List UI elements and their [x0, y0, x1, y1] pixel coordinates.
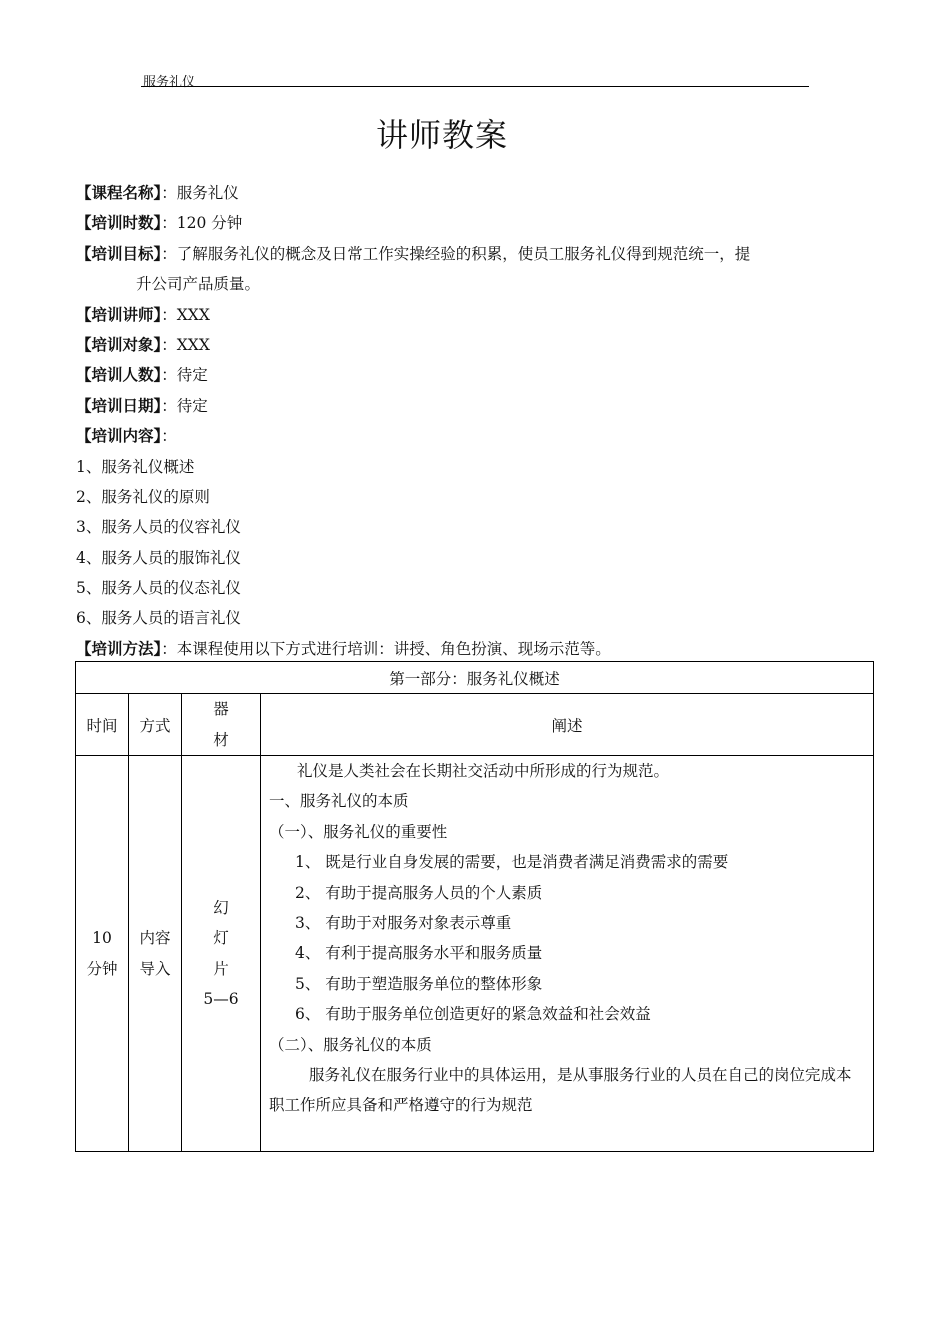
headcount-label: 【培训人数】 — [76, 365, 162, 385]
desc-item: 1、 既是行业自身发展的需要，也是消费者满足消费需求的需要 — [295, 853, 729, 872]
content-item: 1、服务礼仪概述 — [76, 457, 195, 476]
time-unit: 分钟 — [86, 959, 118, 978]
cell-time — [76, 756, 129, 1152]
desc-paragraph — [269, 1060, 863, 1121]
content-label: 【培训内容】 — [76, 426, 162, 446]
course-info — [76, 178, 876, 664]
desc-paragraph-text: 服务礼仪在服务行业中的具体运用，是从事服务行业的人员在自己的岗位完成本职工作所应具备和严格遵守的行为规范 — [269, 1066, 852, 1115]
desc-heading-3: （二）、服务礼仪的本质 — [269, 1035, 432, 1054]
trainer-value: ：XXX — [161, 305, 210, 324]
desc-intro: 礼仪是人类社会在长期社交活动中所形成的行为规范。 — [297, 762, 670, 780]
course-name-line — [76, 178, 876, 208]
headcount-value: ：待定 — [161, 366, 208, 385]
method-line — [76, 634, 876, 664]
headcount-line — [76, 360, 876, 390]
desc-heading-1: 一、服务礼仪的本质 — [269, 792, 409, 811]
duration-line — [76, 208, 876, 238]
goal-line-cont: 升公司产品质量。 — [136, 275, 261, 294]
method-value: ：本课程使用以下方式进行培训：讲授、角色扮演、现场示范等。 — [161, 639, 611, 658]
time-value: 10 — [92, 929, 112, 948]
duration-value: ：120 分钟 — [161, 214, 243, 233]
trainer-line — [76, 300, 876, 330]
running-header: 服务礼仪 — [143, 75, 196, 90]
lesson-plan-table — [75, 661, 874, 1152]
cell-equipment — [182, 756, 261, 1152]
date-line — [76, 391, 876, 421]
equipment-line-4: 5—6 — [203, 989, 239, 1008]
table-row — [76, 756, 874, 1152]
header-description: 阐述 — [261, 694, 874, 756]
course-name-value: ：服务礼仪 — [161, 184, 239, 202]
mode-line-1: 内容 — [139, 929, 171, 948]
section-row — [76, 662, 874, 694]
document-title: 讲师教案 — [375, 116, 508, 154]
equipment-line-1: 幻 — [213, 898, 229, 917]
duration-label: 【培训时数】 — [76, 213, 162, 233]
header-equipment — [182, 694, 261, 756]
date-value: ：待定 — [161, 396, 208, 415]
header-time: 时间 — [76, 694, 129, 756]
section-title: 第一部分：服务礼仪概述 — [76, 662, 874, 694]
audience-value: ：XXX — [161, 335, 210, 354]
content-item: 3、服务人员的仪容礼仪 — [76, 518, 241, 537]
audience-label: 【培训对象】 — [76, 334, 162, 354]
equipment-line-3: 片 — [213, 959, 229, 978]
content-item: 4、服务人员的服饰礼仪 — [76, 548, 241, 567]
content-line — [76, 421, 876, 451]
course-name-label: 【课程名称】 — [76, 183, 162, 202]
equipment-line-2: 灯 — [213, 929, 229, 948]
desc-item: 5、 有助于塑造服务单位的整体形象 — [295, 974, 543, 993]
desc-heading-2: （一）、服务礼仪的重要性 — [269, 822, 448, 841]
cell-description — [261, 756, 874, 1152]
method-label: 【培训方法】 — [76, 638, 162, 658]
header-mode: 方式 — [129, 694, 182, 756]
cell-mode — [129, 756, 182, 1152]
date-label: 【培训日期】 — [76, 395, 162, 415]
audience-line — [76, 330, 876, 360]
goal-label: 【培训目标】 — [76, 243, 162, 263]
header-equipment-2: 材 — [213, 730, 229, 749]
content-item: 2、服务礼仪的原则 — [76, 487, 210, 506]
header-row — [76, 694, 874, 756]
content-colon: ： — [161, 427, 177, 446]
goal-line — [76, 239, 876, 269]
desc-item: 4、 有利于提高服务水平和服务质量 — [295, 944, 543, 963]
desc-item: 3、 有助于对服务对象表示尊重 — [295, 914, 512, 933]
goal-value: ：了解服务礼仪的概念及日常工作实操经验的积累，使员工服务礼仪得到规范统一，提 — [161, 244, 751, 263]
content-item: 5、服务人员的仪态礼仪 — [76, 579, 241, 598]
trainer-label: 【培训讲师】 — [76, 304, 162, 324]
desc-item: 6、 有助于服务单位创造更好的紧急效益和社会效益 — [295, 1005, 651, 1024]
content-item: 6、服务人员的语言礼仪 — [76, 609, 241, 628]
header-equipment-1: 器 — [213, 700, 229, 719]
header-rule — [141, 86, 809, 87]
desc-item: 2、 有助于提高服务人员的个人素质 — [295, 883, 543, 902]
mode-line-2: 导入 — [139, 959, 171, 978]
